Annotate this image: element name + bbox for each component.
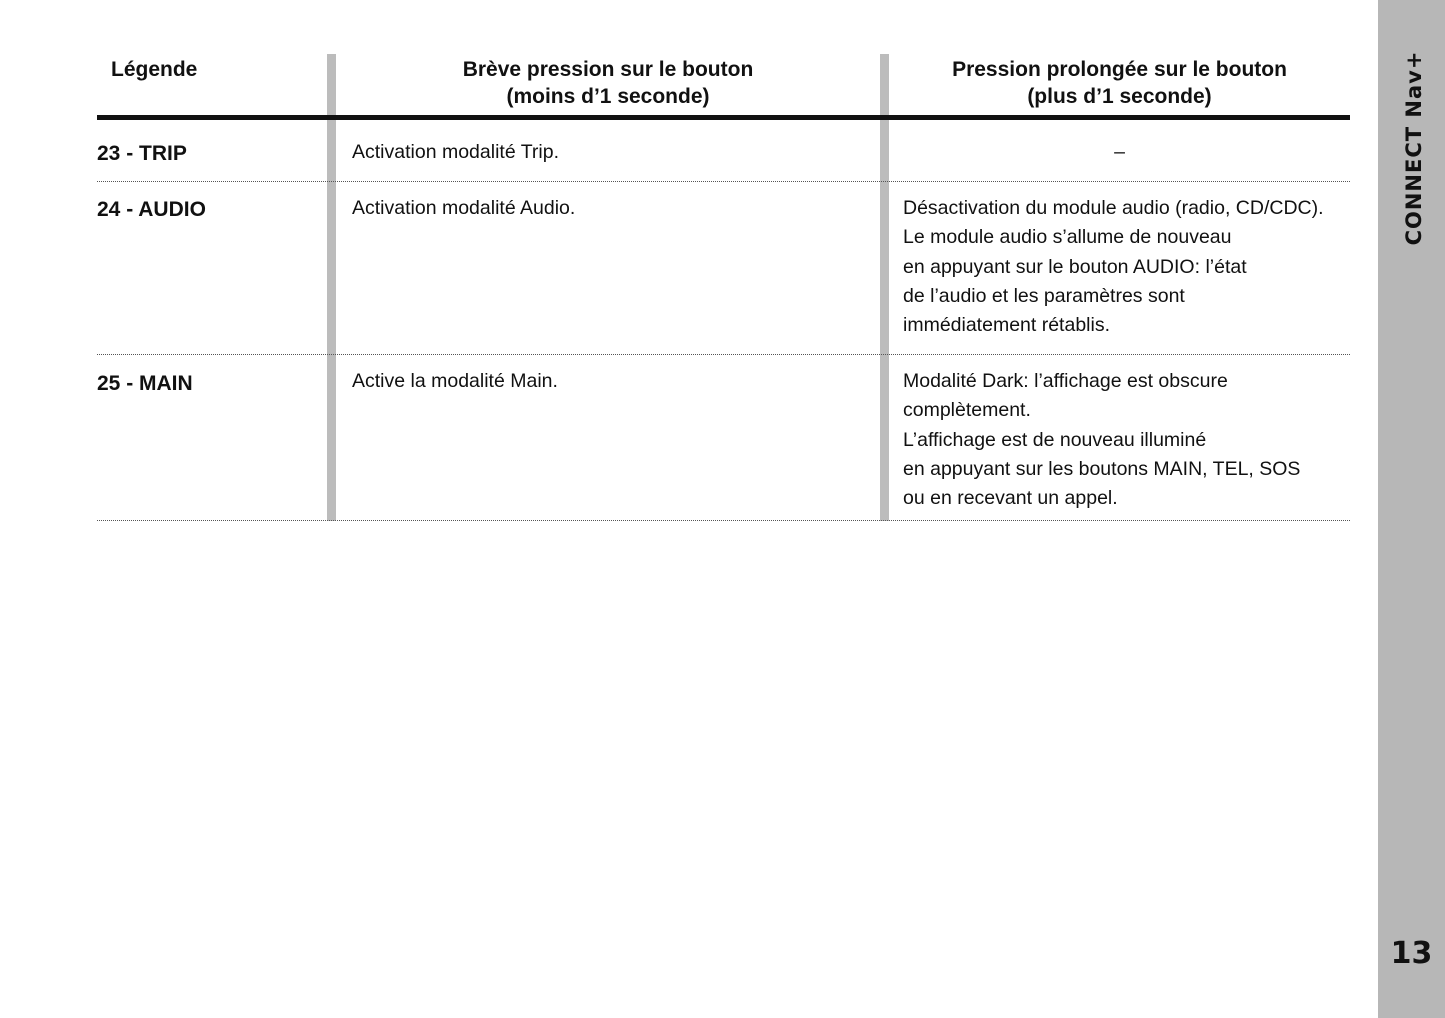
header-short-press-line: Brève pression sur le bouton <box>462 58 754 81</box>
row-audio-short <box>352 194 575 223</box>
cell-line: L’affichage est de nouveau illuminé <box>903 428 1207 451</box>
cell-line: Modalité Dark: l’affichage est obscure <box>903 370 1228 392</box>
row-main-long <box>903 367 1300 513</box>
row-main-short <box>352 367 558 396</box>
header-long-press-line: Pression prolongée sur le bouton <box>952 58 1287 81</box>
cell-line: immédiatement rétablis. <box>903 314 1110 337</box>
header-rule <box>97 115 1350 120</box>
row-trip-short <box>352 138 559 167</box>
row-separator <box>97 354 1350 355</box>
header-short-press-line: (moins d’1 seconde) <box>506 85 710 108</box>
cell-line: en appuyant sur le bouton AUDIO: l’état <box>903 255 1247 278</box>
header-long-press <box>889 56 1350 110</box>
cell-line: complètement. <box>903 399 1031 422</box>
cell-line: Active la modalité Main. <box>352 370 558 392</box>
cell-line: Le module audio s’allume de nouveau <box>903 226 1232 249</box>
row-label-audio: 24 - AUDIO <box>97 198 206 221</box>
cell-line: Activation modalité Trip. <box>352 141 560 163</box>
cell-line: en appuyant sur les boutons MAIN, TEL, SOS <box>903 457 1301 480</box>
cell-line: Désactivation du module audio (radio, CD/CDC). <box>903 197 1324 219</box>
cell-line: ou en recevant un appel. <box>903 487 1118 510</box>
row-label-trip: 23 - TRIP <box>97 142 187 165</box>
row-separator <box>97 520 1350 521</box>
row-label-main: 25 - MAIN <box>97 372 193 395</box>
cell-line: de l’audio et les paramètres sont <box>903 284 1185 307</box>
header-long-press-line: (plus d’1 seconde) <box>1027 85 1212 108</box>
cell-line: – <box>1114 141 1125 163</box>
button-function-table <box>97 54 1350 521</box>
column-divider <box>327 54 336 521</box>
column-divider <box>880 54 889 521</box>
row-separator <box>97 181 1350 182</box>
row-audio-long <box>903 194 1324 340</box>
side-title: CONNECT Nav+ <box>1402 50 1426 246</box>
header-legend: Légende <box>111 58 198 81</box>
header-short-press <box>336 56 880 110</box>
page-number: 13 <box>1390 936 1433 971</box>
cell-line: Activation modalité Audio. <box>352 197 576 219</box>
row-trip-long <box>889 138 1350 167</box>
